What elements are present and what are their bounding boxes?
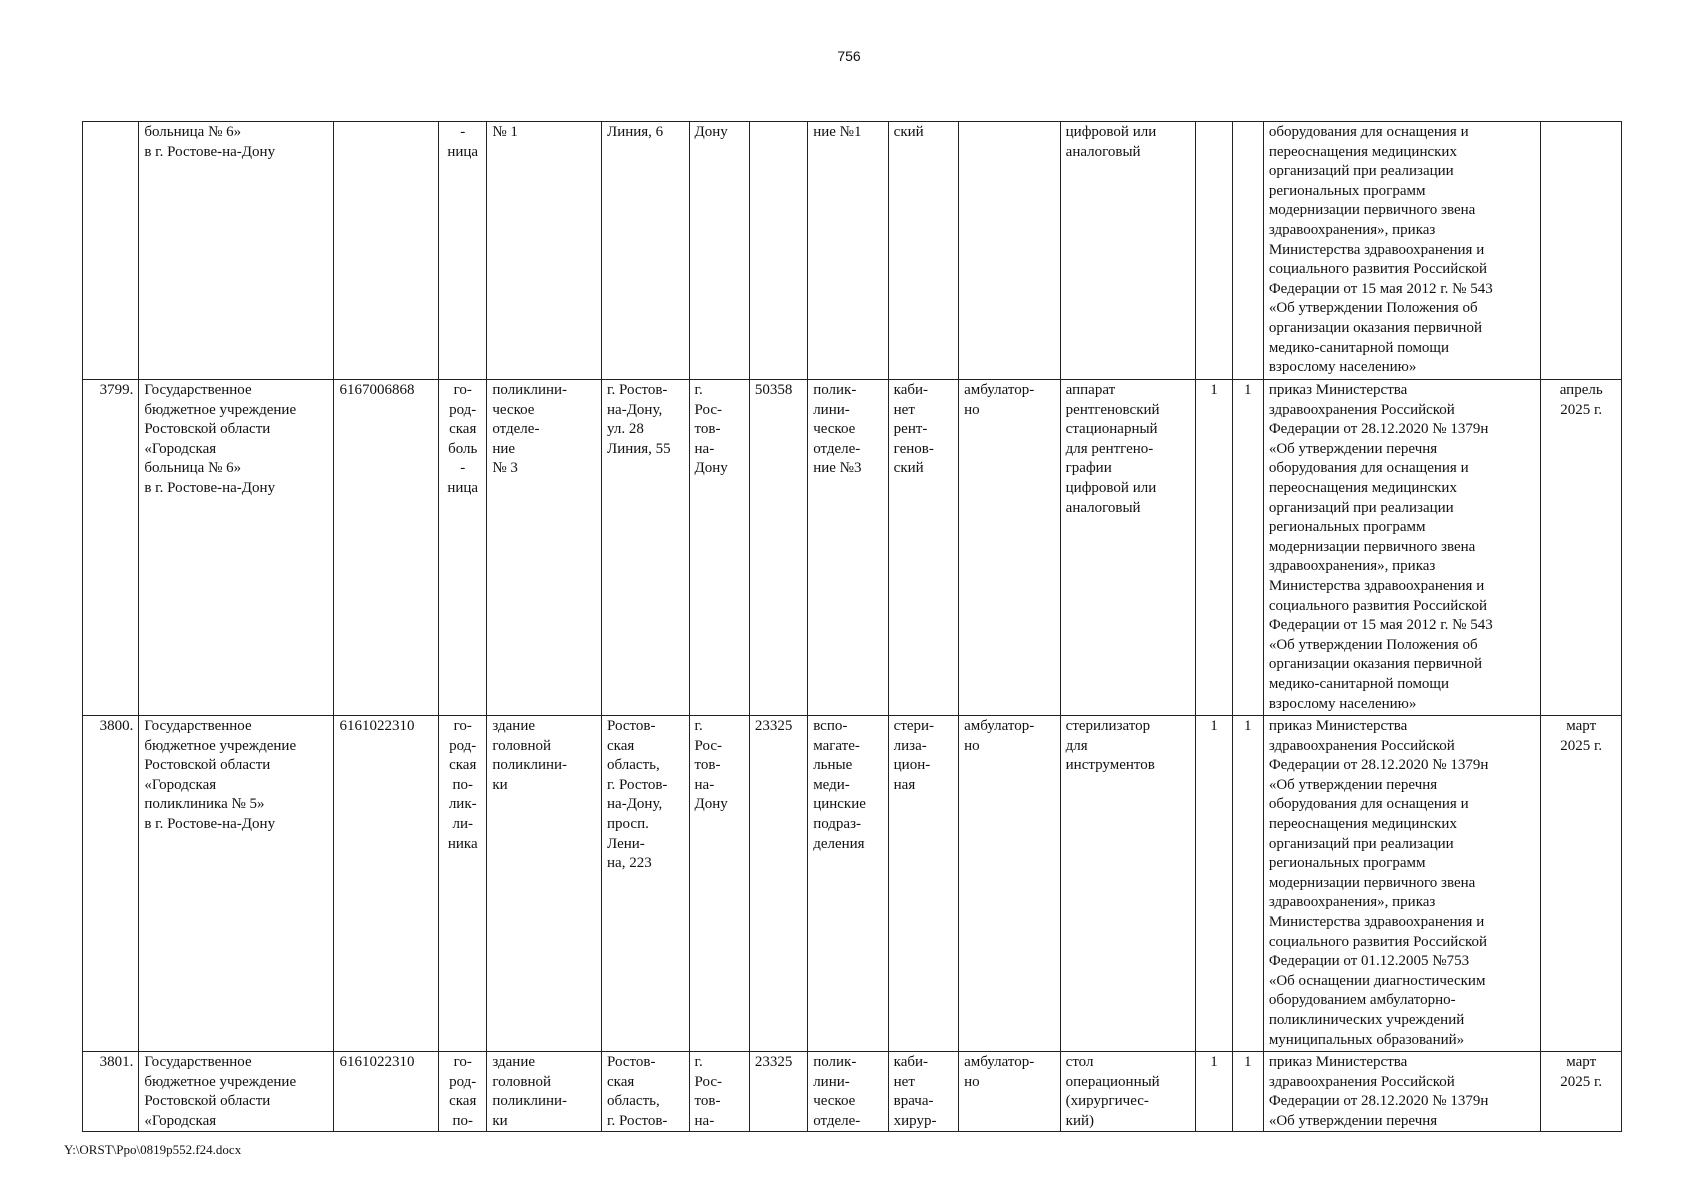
cell-date — [1541, 122, 1622, 380]
cell-legal-basis: приказ Министерства здравоохранения Российской Федерации от 28.12.2020 № 1379н «Об утверждении перечня — [1263, 1052, 1541, 1132]
cell-legal-basis: приказ Министерства здравоохранения Российской Федерации от 28.12.2020 № 1379н «Об утверждении перечня оборудования для оснащения и переоснащения медицинских организаций при реализации региональных программ модернизации первичного звена здравоохранения», приказ Министерства здравоохранения и социального развития Российской Федерации от 01.12.2005 №753 «Об оснащении диагностическим оборудованием амбулаторно- поликлинических учреждений муниципальных образований» — [1263, 716, 1541, 1052]
cell-city: г. Рос- тов- на- — [689, 1052, 749, 1132]
footer-file-path: Y:\ORST\Ppo\0819p552.f24.docx — [64, 1142, 242, 1157]
page-number: 756 — [837, 48, 861, 64]
cell-room: ский — [888, 122, 958, 380]
cell-org-type: го- род- ская боль - ница — [439, 380, 487, 716]
cell-number — [83, 122, 139, 380]
table-row — [83, 1052, 1622, 1132]
cell-address: Ростов- ская область, г. Ростов- на-Дону, просп. Лени- на, 223 — [602, 716, 690, 1052]
cell-qty-1 — [1196, 122, 1232, 380]
cell-org-type: - ница — [439, 122, 487, 380]
cell-mode — [959, 122, 1061, 380]
cell-qty-2 — [1232, 122, 1263, 380]
cell-qty-1: 1 — [1196, 380, 1232, 716]
cell-legal-basis: приказ Министерства здравоохранения Российской Федерации от 28.12.2020 № 1379н «Об утверждении перечня оборудования для оснащения и переоснащения медицинских организаций при реализации региональных программ модернизации первичного звена здравоохранения», приказ Министерства здравоохранения и социального развития Российской Федерации от 15 мая 2012 г. № 543 «Об утверждении Положения об организации оказания первичной медико-санитарной помощи взрослому населению» — [1263, 380, 1541, 716]
cell-department: полик- лини- ческое отделе- — [808, 1052, 888, 1132]
cell-equipment: стерилизатор для инструментов — [1060, 716, 1196, 1052]
cell-qty-1: 1 — [1196, 1052, 1232, 1132]
cell-code — [749, 122, 807, 380]
cell-number: 3801. — [83, 1052, 139, 1132]
cell-inn — [334, 122, 439, 380]
cell-date: март 2025 г. — [1541, 1052, 1622, 1132]
cell-department: вспо- магате- льные меди- цинские подраз- деления — [808, 716, 888, 1052]
equipment-table — [82, 121, 1622, 1132]
cell-inn: 6161022310 — [334, 716, 439, 1052]
cell-city: г. Рос- тов- на- Дону — [689, 716, 749, 1052]
cell-city: Дону — [689, 122, 749, 380]
cell-qty-2: 1 — [1232, 380, 1263, 716]
cell-city: г. Рос- тов- на- Дону — [689, 380, 749, 716]
cell-qty-2: 1 — [1232, 1052, 1263, 1132]
cell-address: г. Ростов- на-Дону, ул. 28 Линия, 55 — [602, 380, 690, 716]
cell-qty-1: 1 — [1196, 716, 1232, 1052]
cell-number: 3800. — [83, 716, 139, 1052]
table-body — [83, 122, 1622, 1132]
table-row — [83, 716, 1622, 1052]
cell-room: каби- нет рент- генов- ский — [888, 380, 958, 716]
cell-number: 3799. — [83, 380, 139, 716]
cell-address: Линия, 6 — [602, 122, 690, 380]
cell-inn: 6167006868 — [334, 380, 439, 716]
cell-department: ние №1 — [808, 122, 888, 380]
cell-legal-basis: оборудования для оснащения и переоснащения медицинских организаций при реализации региональных программ модернизации первичного звена здравоохранения», приказ Министерства здравоохранения и социального развития Российской Федерации от 15 мая 2012 г. № 543 «Об утверждении Положения об организации оказания первичной медико-санитарной помощи взрослому населению» — [1263, 122, 1541, 380]
cell-organization: Государственное бюджетное учреждение Ростовской области «Городская поликлиника № 5» в г. Ростове-на-Дону — [139, 716, 334, 1052]
cell-org-type: го- род- ская по- лик- ли- ника — [439, 716, 487, 1052]
cell-code: 23325 — [749, 716, 807, 1052]
cell-date: март 2025 г. — [1541, 716, 1622, 1052]
table-row — [83, 122, 1622, 380]
cell-subdivision: поликлини- ческое отделе- ние № 3 — [487, 380, 602, 716]
cell-room: стери- лиза- цион- ная — [888, 716, 958, 1052]
cell-address: Ростов- ская область, г. Ростов- — [602, 1052, 690, 1132]
cell-room: каби- нет врача- хирур- — [888, 1052, 958, 1132]
cell-org-type: го- род- ская по- — [439, 1052, 487, 1132]
cell-subdivision: № 1 — [487, 122, 602, 380]
cell-mode: амбулатор- но — [959, 380, 1061, 716]
cell-equipment: цифровой или аналоговый — [1060, 122, 1196, 380]
cell-mode: амбулатор- но — [959, 1052, 1061, 1132]
cell-equipment: аппарат рентгеновский стационарный для рентгено- графии цифровой или аналоговый — [1060, 380, 1196, 716]
cell-subdivision: здание головной поликлини- ки — [487, 716, 602, 1052]
cell-department: полик- лини- ческое отделе- ние №3 — [808, 380, 888, 716]
cell-equipment: стол операционный (хирургичес- кий) — [1060, 1052, 1196, 1132]
cell-organization: Государственное бюджетное учреждение Ростовской области «Городская больница № 6» в г. Ростове-на-Дону — [139, 380, 334, 716]
cell-organization: больница № 6» в г. Ростове-на-Дону — [139, 122, 334, 380]
cell-mode: амбулатор- но — [959, 716, 1061, 1052]
cell-inn: 6161022310 — [334, 1052, 439, 1132]
cell-subdivision: здание головной поликлини- ки — [487, 1052, 602, 1132]
cell-date: апрель 2025 г. — [1541, 380, 1622, 716]
cell-qty-2: 1 — [1232, 716, 1263, 1052]
cell-code: 50358 — [749, 380, 807, 716]
cell-organization: Государственное бюджетное учреждение Ростовской области «Городская — [139, 1052, 334, 1132]
cell-code: 23325 — [749, 1052, 807, 1132]
table-row — [83, 380, 1622, 716]
